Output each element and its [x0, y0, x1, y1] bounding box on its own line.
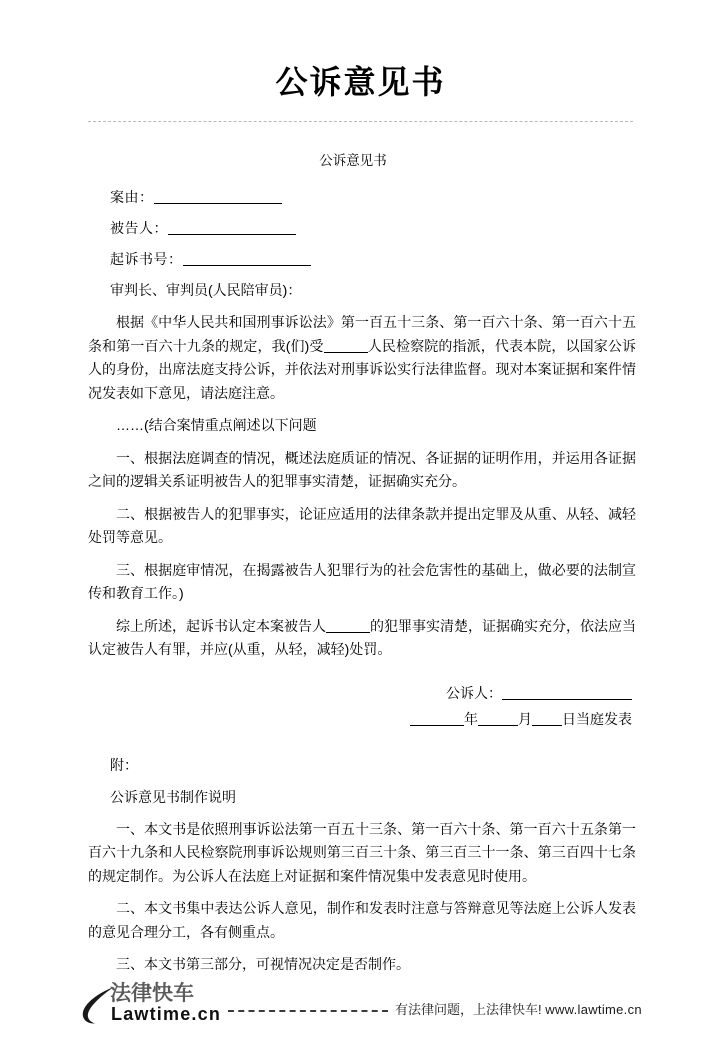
opening-paragraph-blank[interactable] — [324, 352, 368, 353]
field-blank-defendant[interactable] — [168, 234, 296, 235]
date-month-label: 月 — [518, 710, 532, 727]
conclusion-part1: 综上所述，起诉书认定本案被告人 — [116, 617, 326, 634]
field-row-indictment-number — [88, 248, 636, 270]
point-item-1: 一、根据法庭调查的情况，概述法庭质证的情况、各证据的证明作用，并运用各证据之间的逻辑关系证明被告人的犯罪事实清楚，证据确实充分。 — [88, 449, 636, 489]
appendix-note-3: 三、本文书第三部分，可视情况决定是否制作。 — [116, 956, 410, 972]
conclusion-paragraph — [88, 615, 636, 662]
point-item-2: 二、根据被告人的犯罪事实，论证应适用的法律条款并提出定罪及从重、从轻、减轻处罚等意见。 — [88, 505, 636, 545]
addressee-line: 审判长、审判员(人民陪审员)： — [110, 282, 302, 298]
footer-divider — [228, 1010, 388, 1012]
signature-block — [88, 680, 636, 732]
footer-tagline — [395, 1000, 642, 1020]
document-subtitle: 公诉意见书 — [319, 153, 387, 168]
date-year-blank[interactable] — [410, 725, 464, 726]
date-year-label: 年 — [464, 710, 478, 727]
logo-chinese-text: 法律快车 — [110, 982, 194, 1005]
field-blank-indictment-number[interactable] — [183, 265, 311, 266]
conclusion-blank[interactable] — [326, 632, 370, 633]
point-item-3: 三、根据庭审情况，在揭露被告人犯罪行为的社会危害性的基础上，做必要的法制宣传和教育工作。) — [88, 561, 636, 601]
field-row-case-cause — [88, 186, 636, 208]
page-footer — [0, 980, 721, 1038]
date-day-blank[interactable] — [532, 725, 562, 726]
date-line — [88, 706, 632, 732]
date-month-blank[interactable] — [478, 725, 518, 726]
logo-english-text: Lawtime.cn — [111, 1004, 222, 1024]
prosecutor-label: 公诉人： — [446, 684, 502, 701]
field-row-defendant — [88, 217, 636, 239]
field-label-defendant: 被告人： — [110, 220, 168, 236]
ellipsis-note: ……(结合案情重点阐述以下问题 — [116, 417, 317, 433]
opening-paragraph-part2: 人民检察院的指派，代表本院，以国家公诉人的身份，出席法庭支持公诉，并依法对刑事诉讼实行法律监督。现对本案证据和案件情况发表如下意见，请法庭注意。 — [88, 337, 637, 401]
field-label-indictment-number: 起诉书号： — [110, 251, 183, 267]
field-label-case-cause: 案由： — [110, 189, 154, 205]
opening-paragraph — [88, 311, 636, 405]
footer-tagline-text: 有法律问题，上法律快车! — [395, 1002, 542, 1017]
appendix-note-2: 二、本文书集中表达公诉人意见，制作和发表时注意与答辩意见等法庭上公诉人发表的意见合理分工，各有侧重点。 — [88, 900, 636, 940]
title-divider — [88, 121, 633, 122]
date-day-label: 日当庭发表 — [562, 710, 632, 727]
appendix-mark: 附： — [110, 756, 138, 773]
document-body — [88, 150, 636, 986]
prosecutor-blank[interactable] — [502, 699, 632, 700]
footer-url[interactable]: www.lawtime.cn — [545, 1002, 642, 1017]
lawtime-logo[interactable] — [78, 982, 228, 1030]
field-blank-case-cause[interactable] — [154, 203, 282, 204]
conclusion-part2: 的犯罪事实清楚，证据确实充分，依法应当认定被告人有罪，并应(从重，从轻，减轻)处罚。 — [88, 617, 636, 657]
prosecutor-line — [88, 680, 632, 706]
opening-paragraph-part1: 根据《中华人民共和国刑事诉讼法》第一百五十三条、第一百六十条、第一百六十五条和第一百六十九条的规定，我(们)受 — [88, 314, 636, 354]
appendix-heading: 公诉意见书制作说明 — [110, 788, 236, 805]
page-title: 公诉意见书 — [275, 64, 446, 100]
appendix-note-1: 一、本文书是依照刑事诉讼法第一百五十三条、第一百六十条、第一百六十五条第一百六十九条和人民检察院刑事诉讼规则第三百三十条、第三百三十一条、第三百四十七条的规定制作。为公诉人在法庭上对证据和案件情况集中发表意见时使用。 — [88, 820, 636, 884]
